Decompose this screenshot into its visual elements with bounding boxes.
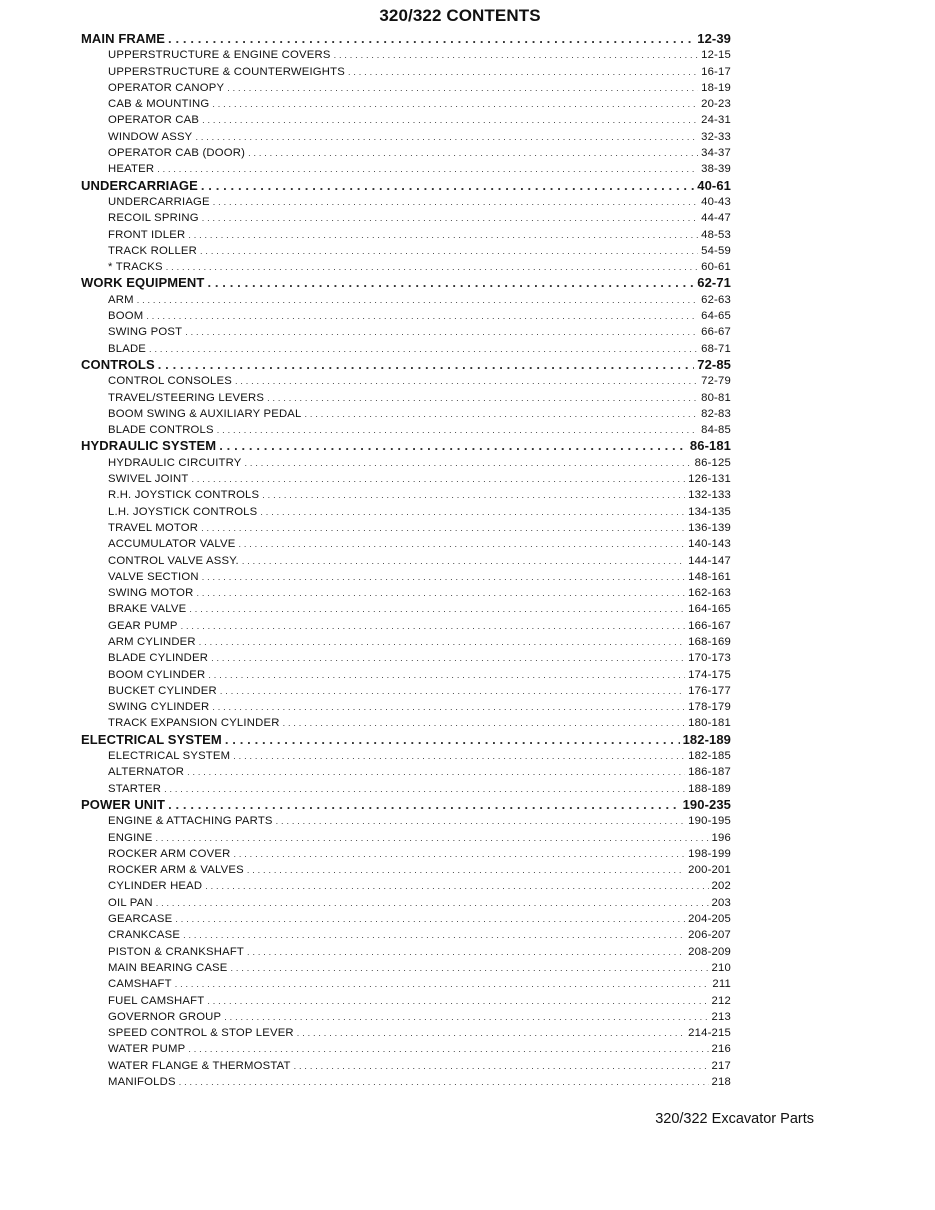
dot-leader (217, 422, 698, 438)
item-pages: 186-187 (688, 766, 731, 779)
item-pages: 148-161 (688, 570, 731, 583)
item-title: GEAR PUMP (108, 619, 178, 632)
dot-leader (168, 31, 694, 47)
dot-leader (219, 438, 687, 454)
item-title: * TRACKS (108, 261, 163, 274)
item-title: FUEL CAMSHAFT (108, 994, 205, 1007)
item-pages: 34-37 (701, 147, 731, 160)
list-item (81, 80, 731, 96)
dot-leader (175, 911, 685, 927)
section-pages: 190-235 (682, 796, 731, 812)
item-pages: 86-125 (694, 456, 731, 469)
list-item (81, 830, 731, 846)
item-title: UPPERSTRUCTURE & ENGINE COVERS (108, 49, 331, 62)
list-item (81, 471, 731, 487)
list-item (81, 1025, 731, 1041)
section-pages: 40-61 (697, 177, 731, 193)
section-pages: 182-189 (682, 731, 731, 747)
section-heading (81, 275, 731, 291)
dot-leader (242, 553, 685, 569)
dot-leader (334, 47, 699, 63)
dot-leader (156, 895, 709, 911)
list-item (81, 585, 731, 601)
section-heading (81, 438, 731, 454)
item-pages: 174-175 (688, 668, 731, 681)
section-heading (81, 178, 731, 194)
item-pages: 24-31 (701, 114, 731, 127)
list-item (81, 862, 731, 878)
dot-leader (283, 715, 686, 731)
item-title: BUCKET CYLINDER (108, 684, 217, 697)
list-item (81, 927, 731, 943)
list-item (81, 846, 731, 862)
dot-leader (201, 520, 685, 536)
item-title: SWING MOTOR (108, 587, 194, 600)
item-title: CRANKCASE (108, 929, 181, 942)
item-title: VALVE SECTION (108, 570, 199, 583)
dot-leader (158, 357, 695, 373)
list-item (81, 536, 731, 552)
list-item (81, 895, 731, 911)
item-title: SWING CYLINDER (108, 701, 210, 714)
list-item (81, 601, 731, 617)
item-title: TRAVEL MOTOR (108, 521, 199, 534)
list-item (81, 976, 731, 992)
dot-leader (238, 536, 685, 552)
dot-leader (189, 601, 685, 617)
item-title: BLADE CYLINDER (108, 652, 209, 665)
item-title: STARTER (108, 782, 162, 795)
item-pages: 210 (711, 961, 731, 974)
dot-leader (181, 618, 686, 634)
list-item (81, 145, 731, 161)
dot-leader (149, 341, 698, 357)
item-title: GEARCASE (108, 913, 173, 926)
item-pages: 182-185 (688, 750, 731, 763)
item-title: UNDERCARRIAGE (108, 195, 210, 208)
list-item (81, 1074, 731, 1090)
dot-leader (233, 748, 685, 764)
item-pages: 80-81 (701, 391, 731, 404)
item-pages: 204-205 (688, 913, 731, 926)
list-item (81, 569, 731, 585)
dot-leader (188, 1041, 708, 1057)
item-pages: 213 (711, 1010, 731, 1023)
dot-leader (212, 96, 698, 112)
dot-leader (164, 781, 685, 797)
dot-leader (227, 80, 698, 96)
section-pages: 72-85 (697, 356, 731, 372)
item-title: WATER PUMP (108, 1043, 186, 1056)
item-title: OPERATOR CANOPY (108, 81, 225, 94)
dot-leader (146, 308, 698, 324)
item-pages: 180-181 (688, 717, 731, 730)
item-title: ROCKER ARM & VALVES (108, 864, 244, 877)
list-item (81, 161, 731, 177)
item-pages: 18-19 (701, 81, 731, 94)
section-heading (81, 31, 731, 47)
section-pages: 12-39 (697, 31, 731, 46)
item-pages: 84-85 (701, 424, 731, 437)
dot-leader (220, 683, 685, 699)
table-of-contents (81, 31, 731, 1090)
dot-leader (196, 585, 685, 601)
dot-leader (212, 699, 685, 715)
dot-leader (166, 259, 698, 275)
dot-leader (179, 1074, 709, 1090)
list-item (81, 993, 731, 1009)
item-pages: 217 (711, 1059, 731, 1072)
item-pages: 178-179 (688, 701, 731, 714)
list-item (81, 227, 731, 243)
item-title: HYDRAULIC CIRCUITRY (108, 456, 242, 469)
dot-leader (224, 1009, 708, 1025)
list-item (81, 813, 731, 829)
item-pages: 66-67 (701, 326, 731, 339)
list-item (81, 764, 731, 780)
item-pages: 144-147 (688, 554, 731, 567)
page-footer: 320/322 Excavator Parts (655, 1111, 814, 1127)
dot-leader (187, 764, 685, 780)
item-pages: 211 (712, 978, 731, 991)
list-item (81, 129, 731, 145)
item-title: HEATER (108, 163, 155, 176)
dot-leader (168, 797, 680, 813)
item-pages: 176-177 (688, 684, 731, 697)
item-pages: 170-173 (688, 652, 731, 665)
list-item (81, 1058, 731, 1074)
list-item (81, 504, 731, 520)
item-pages: 206-207 (688, 929, 731, 942)
dot-leader (211, 650, 685, 666)
dot-leader (305, 406, 699, 422)
dot-leader (202, 569, 685, 585)
dot-leader (247, 944, 685, 960)
list-item (81, 944, 731, 960)
item-title: TRAVEL/STEERING LEVERS (108, 391, 265, 404)
list-item (81, 715, 731, 731)
item-pages: 72-79 (701, 375, 731, 388)
dot-leader (185, 324, 698, 340)
item-title: ROCKER ARM COVER (108, 847, 231, 860)
item-title: ARM CYLINDER (108, 635, 196, 648)
list-item (81, 520, 731, 536)
item-pages: 60-61 (701, 261, 731, 274)
item-pages: 164-165 (688, 603, 731, 616)
item-title: BOOM (108, 310, 144, 323)
section-title: ELECTRICAL SYSTEM (81, 731, 222, 747)
item-title: TRACK EXPANSION CYLINDER (108, 717, 280, 730)
dot-leader (191, 471, 685, 487)
item-title: WATER FLANGE & THERMOSTAT (108, 1059, 291, 1072)
dot-leader (245, 455, 692, 471)
item-title: MANIFOLDS (108, 1076, 176, 1088)
item-title: ARM (108, 293, 134, 306)
item-title: CAMSHAFT (108, 978, 172, 991)
dot-leader (207, 275, 694, 291)
item-title: PISTON & CRANKSHAFT (108, 945, 245, 958)
dot-leader (188, 227, 698, 243)
list-item (81, 373, 731, 389)
list-item (81, 960, 731, 976)
item-pages: 54-59 (701, 244, 731, 257)
item-title: ELECTRICAL SYSTEM (108, 750, 231, 763)
section-heading (81, 357, 731, 373)
section-title: POWER UNIT (81, 796, 166, 812)
dot-leader (213, 194, 698, 210)
dot-leader (202, 210, 698, 226)
dot-leader (157, 161, 698, 177)
item-pages: 162-163 (688, 587, 731, 600)
item-title: BLADE CONTROLS (108, 424, 214, 437)
item-title: BLADE (108, 342, 147, 355)
dot-leader (202, 112, 698, 128)
item-pages: 134-135 (688, 505, 731, 518)
item-pages: 48-53 (701, 228, 731, 241)
item-title: CAB & MOUNTING (108, 98, 210, 111)
item-pages: 202 (711, 880, 731, 893)
list-item (81, 341, 731, 357)
section-title: WORK EQUIPMENT (81, 275, 205, 291)
dot-leader (276, 813, 685, 829)
item-pages: 168-169 (688, 635, 731, 648)
section-pages: 62-71 (697, 275, 731, 291)
section-title: UNDERCARRIAGE (81, 177, 198, 193)
item-pages: 32-33 (701, 130, 731, 143)
item-pages: 12-15 (701, 49, 731, 62)
dot-leader (175, 976, 710, 992)
item-title: GOVERNOR GROUP (108, 1010, 222, 1023)
item-title: SWING POST (108, 326, 183, 339)
list-item (81, 748, 731, 764)
item-pages: 20-23 (701, 98, 731, 111)
item-pages: 218 (711, 1076, 731, 1088)
list-item (81, 259, 731, 275)
list-item (81, 422, 731, 438)
list-item (81, 64, 731, 80)
item-title: UPPERSTRUCTURE & COUNTERWEIGHTS (108, 65, 345, 78)
item-title: CONTROL CONSOLES (108, 375, 232, 388)
item-title: ENGINE (108, 831, 153, 844)
dot-leader (267, 390, 698, 406)
dot-leader (297, 1025, 685, 1041)
page-title: 320/322 CONTENTS (379, 6, 541, 25)
item-pages: 16-17 (701, 65, 731, 78)
dot-leader (225, 732, 680, 748)
item-title: SWIVEL JOINT (108, 473, 189, 486)
item-pages: 208-209 (688, 945, 731, 958)
dot-leader (348, 64, 698, 80)
list-item (81, 455, 731, 471)
item-pages: 188-189 (688, 782, 731, 795)
list-item (81, 1041, 731, 1057)
item-title: ACCUMULATOR VALVE (108, 538, 236, 551)
dot-leader (231, 960, 709, 976)
dot-leader (233, 846, 685, 862)
item-title: OIL PAN (108, 896, 153, 909)
item-title: CYLINDER HEAD (108, 880, 203, 893)
item-pages: 214-215 (688, 1027, 731, 1040)
list-item (81, 308, 731, 324)
item-pages: 140-143 (688, 538, 731, 551)
dot-leader (195, 129, 698, 145)
list-item (81, 112, 731, 128)
item-pages: 62-63 (701, 293, 731, 306)
list-item (81, 553, 731, 569)
item-pages: 203 (711, 896, 731, 909)
item-title: OPERATOR CAB (108, 114, 200, 127)
section-title: HYDRAULIC SYSTEM (81, 438, 217, 454)
item-pages: 198-199 (688, 847, 731, 860)
item-pages: 82-83 (701, 407, 731, 420)
item-pages: 212 (711, 994, 731, 1007)
item-pages: 68-71 (701, 342, 731, 355)
item-title: CONTROL VALVE ASSY. (108, 554, 239, 567)
item-title: OPERATOR CAB (DOOR) (108, 147, 246, 160)
item-title: TRACK ROLLER (108, 244, 198, 257)
section-title: MAIN FRAME (81, 31, 166, 46)
item-title: BOOM CYLINDER (108, 668, 206, 681)
list-item (81, 210, 731, 226)
list-item (81, 243, 731, 259)
item-title: FRONT IDLER (108, 228, 186, 241)
item-title: L.H. JOYSTICK CONTROLS (108, 505, 258, 518)
dot-leader (294, 1058, 709, 1074)
dot-leader (260, 504, 685, 520)
list-item (81, 292, 731, 308)
item-pages: 166-167 (688, 619, 731, 632)
list-item (81, 878, 731, 894)
list-item (81, 47, 731, 63)
item-pages: 126-131 (688, 473, 731, 486)
item-pages: 132-133 (688, 489, 731, 502)
dot-leader (248, 145, 698, 161)
item-pages: 64-65 (701, 310, 731, 323)
list-item (81, 699, 731, 715)
item-title: ENGINE & ATTACHING PARTS (108, 815, 273, 828)
list-item (81, 650, 731, 666)
list-item (81, 683, 731, 699)
dot-leader (183, 927, 685, 943)
item-pages: 200-201 (688, 864, 731, 877)
item-pages: 136-139 (688, 521, 731, 534)
dot-leader (156, 830, 709, 846)
dot-leader (208, 667, 685, 683)
list-item (81, 667, 731, 683)
dot-leader (137, 292, 698, 308)
item-title: SPEED CONTROL & STOP LEVER (108, 1027, 294, 1040)
list-item (81, 1009, 731, 1025)
list-item (81, 618, 731, 634)
dot-leader (201, 178, 694, 194)
list-item (81, 911, 731, 927)
item-title: ALTERNATOR (108, 766, 185, 779)
dot-leader (199, 634, 685, 650)
item-title: R.H. JOYSTICK CONTROLS (108, 489, 260, 502)
list-item (81, 96, 731, 112)
dot-leader (205, 878, 708, 894)
list-item (81, 390, 731, 406)
item-pages: 190-195 (688, 815, 731, 828)
dot-leader (235, 373, 698, 389)
list-item (81, 634, 731, 650)
list-item (81, 194, 731, 210)
item-pages: 196 (711, 831, 731, 844)
item-title: BOOM SWING & AUXILIARY PEDAL (108, 407, 302, 420)
item-title: MAIN BEARING CASE (108, 961, 228, 974)
dot-leader (207, 993, 708, 1009)
section-heading (81, 732, 731, 748)
section-heading (81, 797, 731, 813)
section-title: CONTROLS (81, 356, 155, 372)
item-pages: 44-47 (701, 212, 731, 225)
dot-leader (247, 862, 685, 878)
item-title: BRAKE VALVE (108, 603, 187, 616)
item-pages: 38-39 (701, 163, 731, 176)
list-item (81, 324, 731, 340)
list-item (81, 406, 731, 422)
list-item (81, 781, 731, 797)
dot-leader (200, 243, 698, 259)
item-pages: 40-43 (701, 195, 731, 208)
list-item (81, 487, 731, 503)
item-pages: 216 (711, 1043, 731, 1056)
item-title: RECOIL SPRING (108, 212, 199, 225)
dot-leader (262, 487, 685, 503)
section-pages: 86-181 (689, 438, 731, 454)
item-title: WINDOW ASSY (108, 130, 193, 143)
